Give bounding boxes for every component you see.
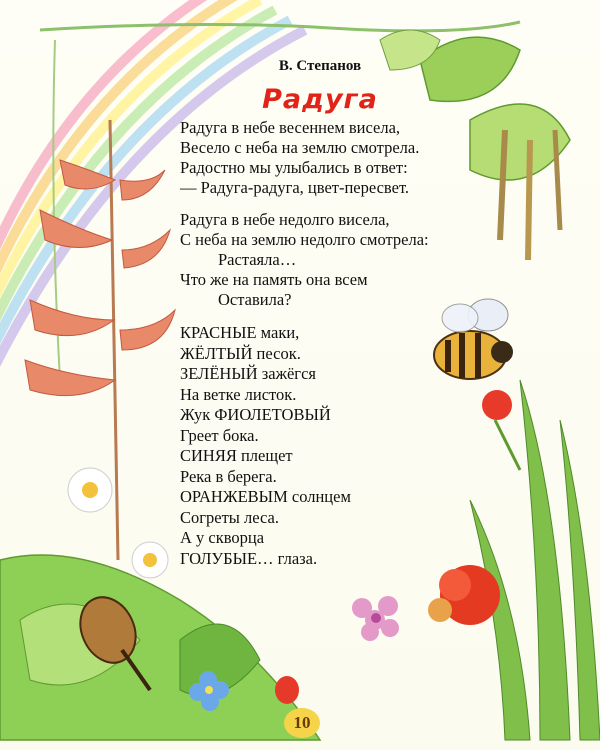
bee-illustration: [434, 299, 513, 379]
poem-line: Что же на память она всем: [180, 270, 368, 289]
poem-line: Радуга в небе весеннем висела,: [180, 118, 401, 137]
author-name: В. Степанов: [278, 58, 362, 74]
poem-line: ЖЁЛТЫЙ песок.: [180, 343, 301, 363]
poem-line: Согреты леса.: [180, 507, 279, 527]
strawberry: [275, 676, 299, 704]
poem-line: На ветке листок.: [180, 384, 297, 404]
poem-line: ЗЕЛЁНЫЙ зажёгся: [180, 364, 316, 383]
stanza-1: [180, 118, 419, 198]
right-grass: [470, 380, 600, 740]
pink-flower: [352, 596, 399, 641]
poem-line: — Радуга-радуга, цвет-пересвет.: [180, 178, 410, 197]
poem-line: СИНЯЯ плещет: [180, 446, 293, 465]
stanza-2: [180, 210, 429, 310]
poem-line: Растаяла…: [218, 250, 297, 269]
poem-line: КРАСНЫЕ маки,: [180, 323, 300, 342]
poppy-flower: [428, 565, 500, 625]
poem-line: Радуга в небе недолго висела,: [180, 210, 390, 229]
poem-title: Радуга: [262, 84, 378, 115]
poem-line: С неба на землю недолго смотрела:: [180, 230, 429, 249]
poem-line: Радостно мы улыбались в ответ:: [180, 158, 408, 177]
poem-line: ГОЛУБЫЕ… глаза.: [180, 548, 318, 568]
poem-line: Жук ФИОЛЕТОВЫЙ: [180, 405, 331, 424]
stanza-3: [180, 323, 351, 569]
poem-line: Река в берега.: [180, 466, 277, 486]
poem-line: А у скворца: [180, 528, 265, 547]
poem-line: Греет бока.: [180, 425, 259, 445]
poem-line: Оставила?: [218, 290, 292, 309]
poem-line: ОРАНЖЕВЫМ солнцем: [180, 487, 351, 506]
poem-line: Весело с неба на землю смотрела.: [180, 138, 420, 157]
bottom-left-foliage: [0, 555, 320, 740]
page-number: 10: [284, 708, 320, 738]
